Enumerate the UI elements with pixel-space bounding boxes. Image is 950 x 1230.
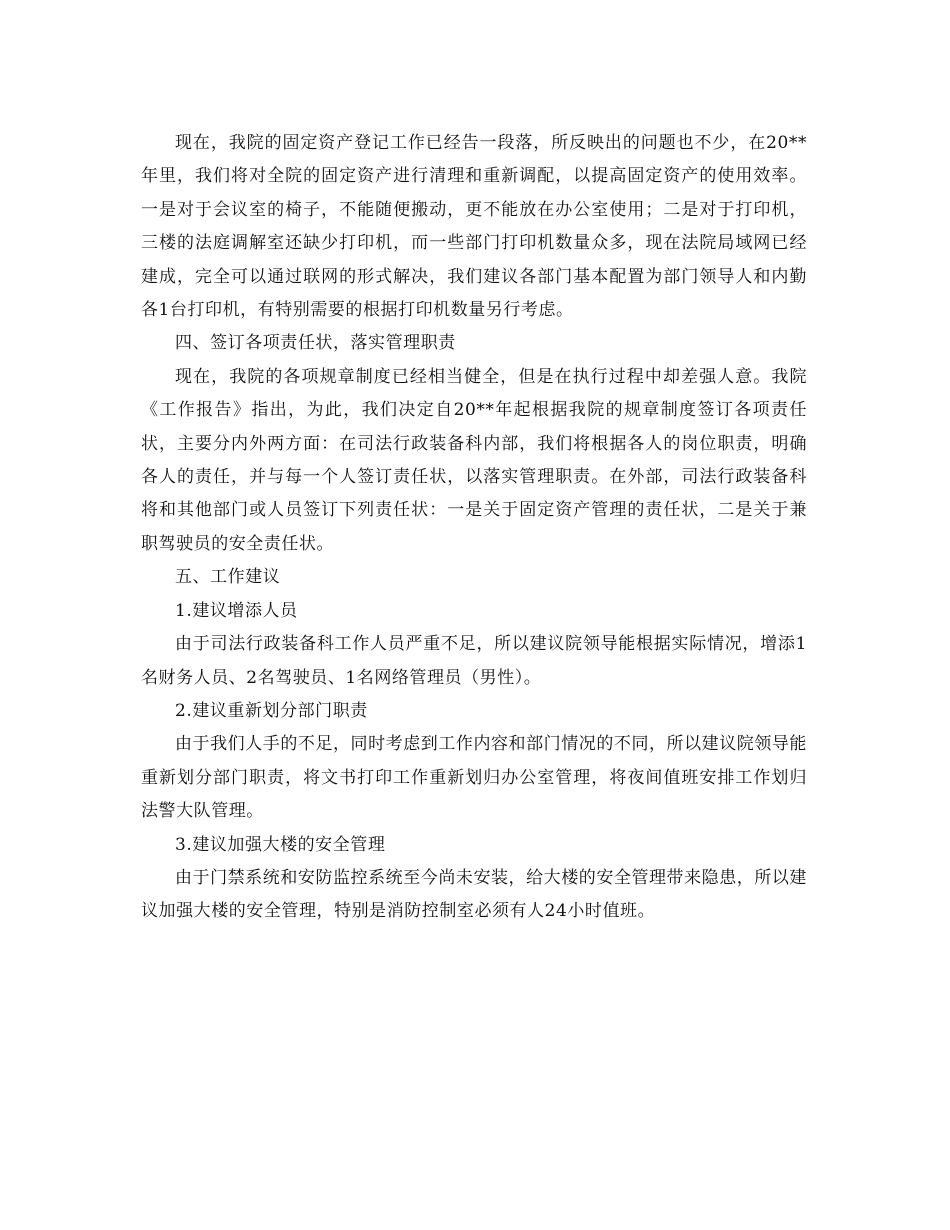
paragraph-building-safety: 由于门禁系统和安防监控系统至今尚未安装，给大楼的安全管理带来隐患，所以建议加强大楼的安全管理，特别是消防控制室必须有人24小时值班。 (141, 867, 807, 922)
subheading-redivide-duties: 2.建议重新划分部门职责 (175, 700, 368, 721)
paragraph-responsibility: 现在，我院的各项规章制度已经相当健全，但是在执行过程中却差强人意。我院《工作报告》指出，为此，我们决定自20**年起根据我院的规章制度签订各项责任状，主要分内外两方面：在司法行政装备科内部，我们将根据各人的岗位职责，明确各人的责任，并与每一个人签订责任状，以落实管理职责。在外部，司法行政装备科将和其他部门或人员签订下列责任状：一是关于固定资产管理的责任状，二是关于兼职驾驶员的安全责任状。 (141, 366, 807, 554)
document-body (141, 127, 807, 929)
section-heading-suggestions: 五、工作建议 (175, 567, 281, 588)
subheading-add-staff: 1.建议增添人员 (175, 600, 298, 621)
paragraph-asset-reallocation: 现在，我院的固定资产登记工作已经告一段落，所反映出的问题也不少，在20**年里，我们将对全院的固定资产进行清理和重新调配，以提高固定资产的使用效率。一是对于会议室的椅子，不能随便搬动，更不能放在办公室使用；二是对于打印机，三楼的法庭调解室还缺少打印机，而一些部门打印机数量众多，现在法院局域网已经建成，完全可以通过联网的形式解决，我们建议各部门基本配置为部门领导人和内勤各1台打印机，有特别需要的根据打印机数量另行考虑。 (141, 133, 807, 321)
section-heading-responsibility: 四、签订各项责任状，落实管理职责 (175, 333, 456, 354)
paragraph-redivide-duties: 由于我们人手的不足，同时考虑到工作内容和部门情况的不同，所以建议院领导能重新划分部门职责，将文书打印工作重新划归办公室管理，将夜间值班安排工作划归法警大队管理。 (141, 734, 807, 822)
paragraph-add-staff: 由于司法行政装备科工作人员严重不足，所以建议院领导能根据实际情况，增添1名财务人员、2名驾驶员、1名网络管理员（男性）。 (141, 634, 807, 688)
subheading-building-safety: 3.建议加强大楼的安全管理 (175, 834, 386, 855)
